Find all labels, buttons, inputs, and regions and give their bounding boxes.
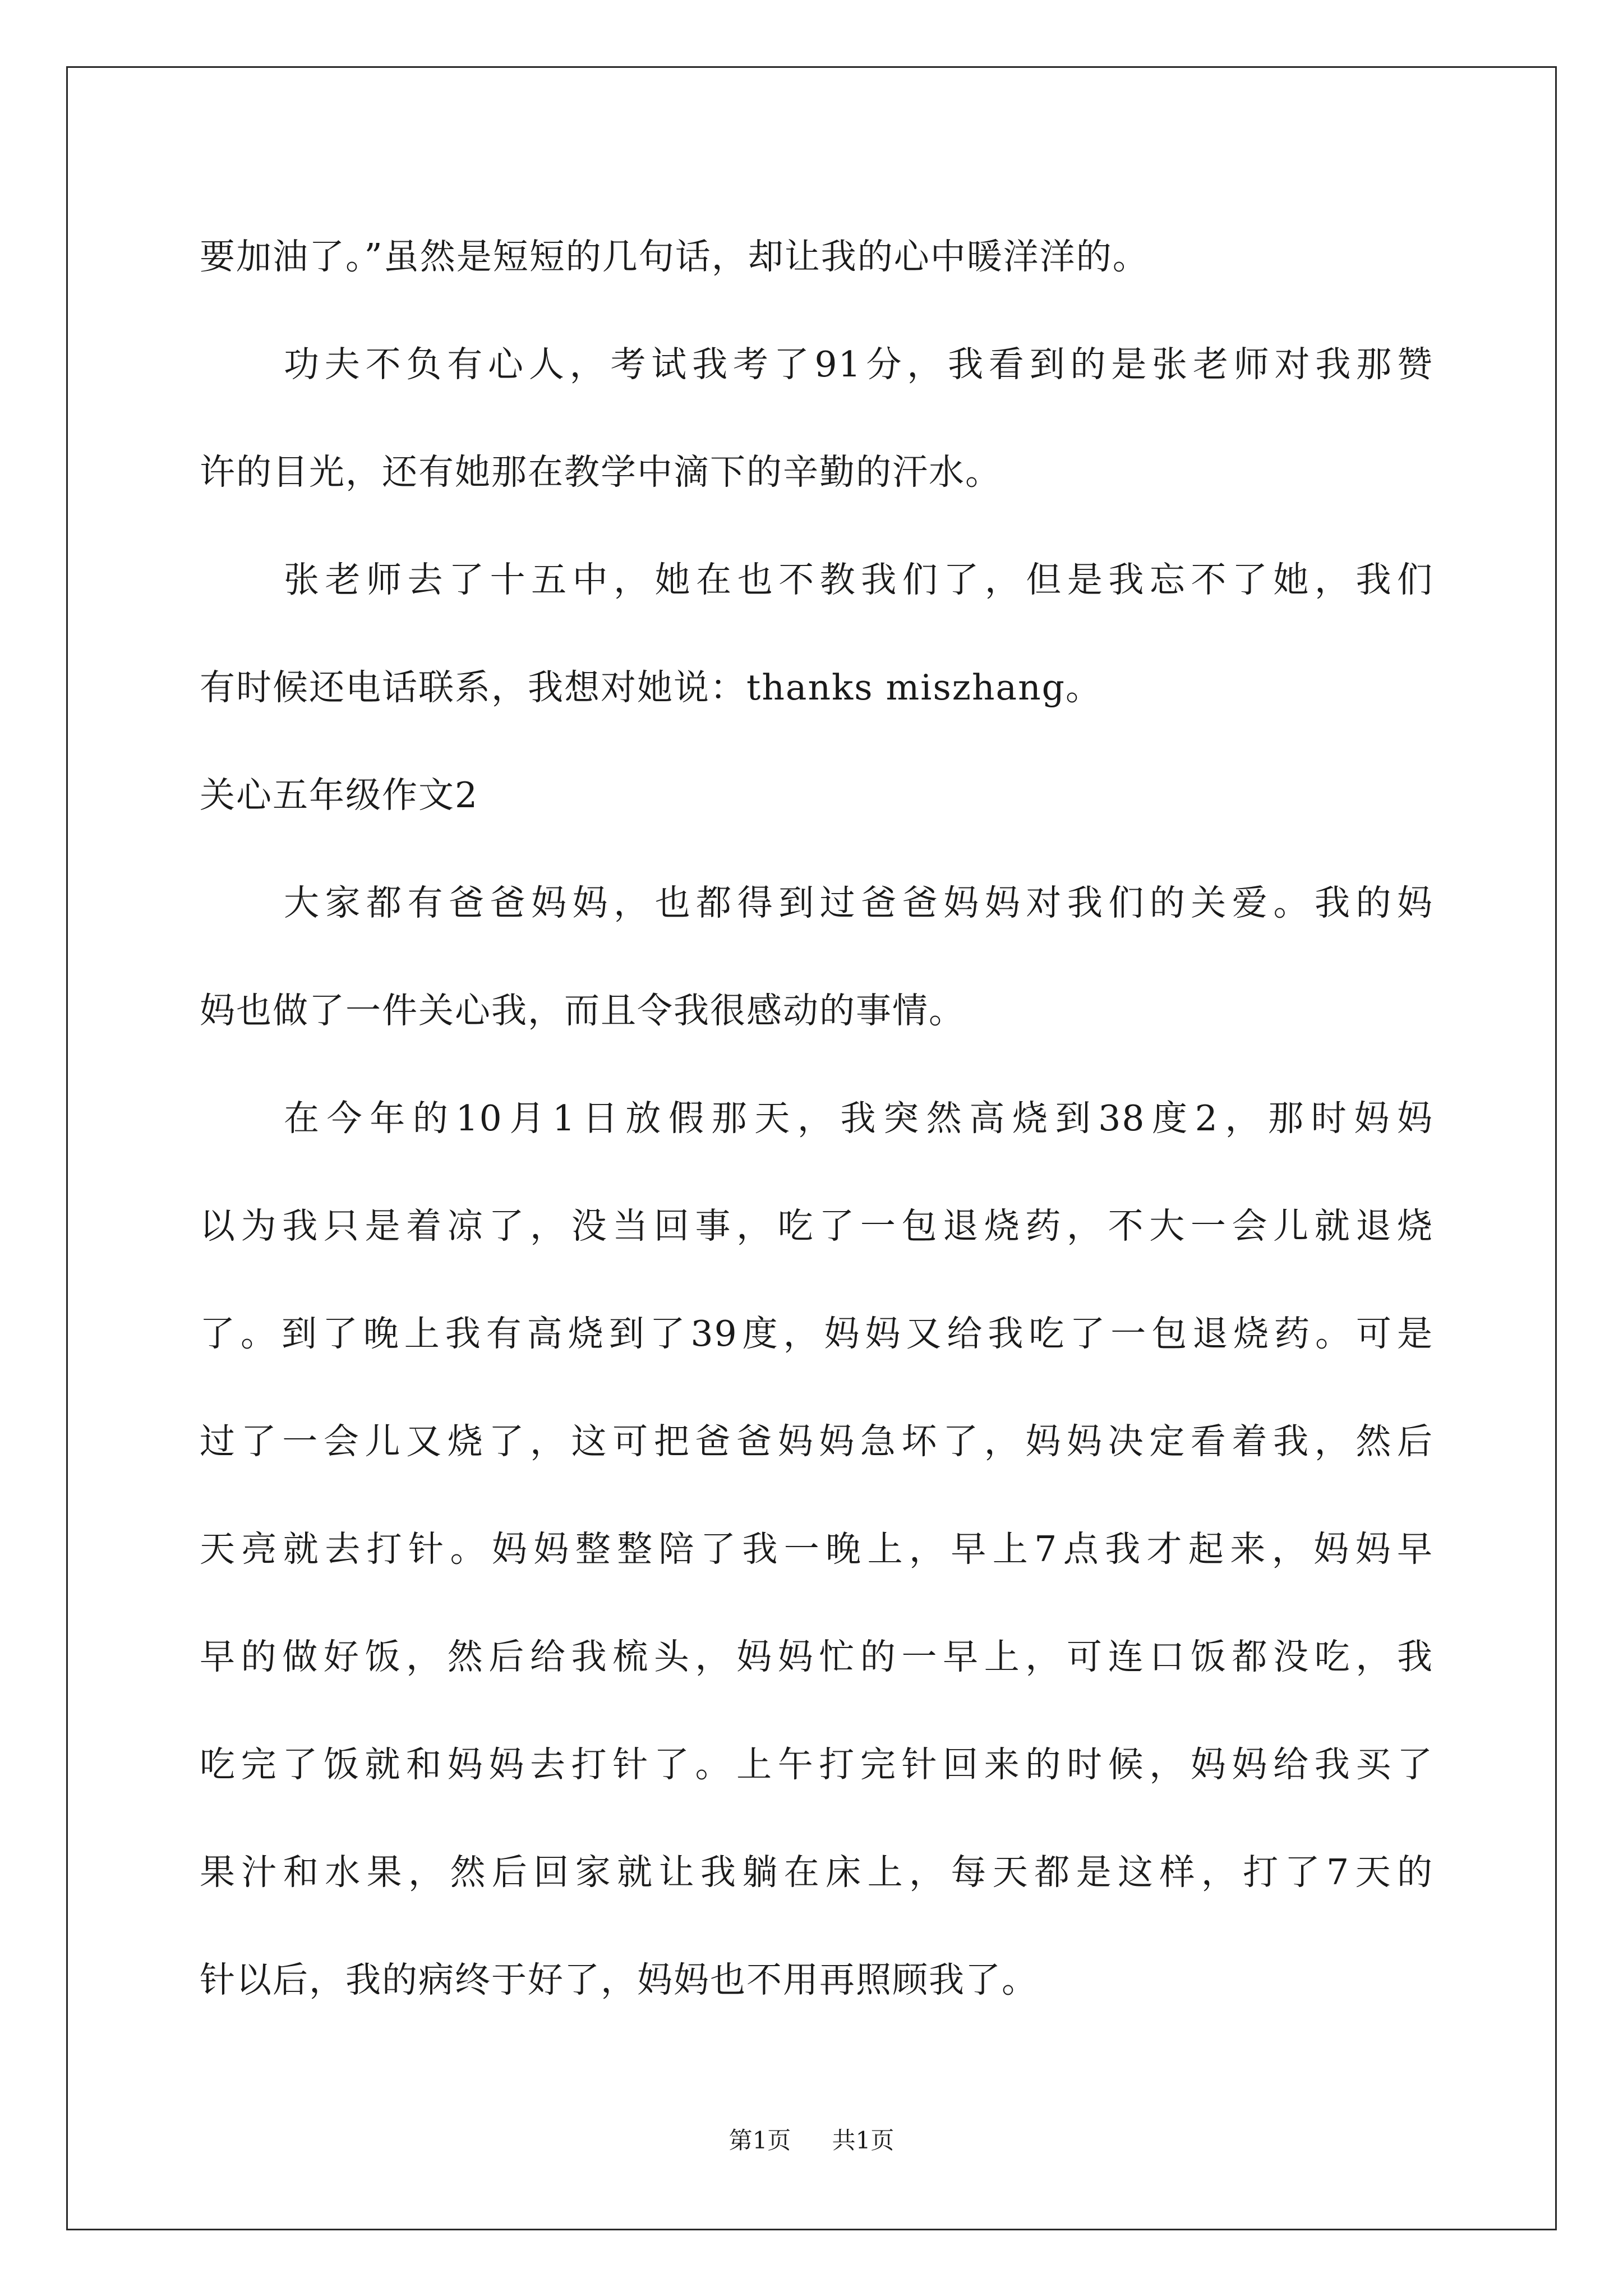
page-footer [0,2124,1623,2157]
text-line: 针以后，我的病终于好了，妈妈也不用再照顾我了。 [200,1959,1038,2000]
text-line: 过了一会儿又烧了，这可把爸爸妈妈急坏了，妈妈决定看着我，然后 [200,1421,1433,1462]
text-line: 功夫不负有心人，考试我考了91分，我看到的是张老师对我那赞 [284,344,1433,385]
text-line: 了。到了晚上我有高烧到了39度，妈妈又给我吃了一包退烧药。可是 [200,1313,1433,1354]
section-heading: 关心五年级作文2 [200,775,479,816]
text-line: 大家都有爸爸妈妈，也都得到过爸爸妈妈对我们的关爱。我的妈 [284,882,1433,923]
text-line: 许的目光，还有她那在教学中滴下的辛勤的汗水。 [200,452,1002,493]
text-line: 天亮就去打针。妈妈整整陪了我一晚上，早上7点我才起来，妈妈早 [200,1529,1433,1570]
text-line: 以为我只是着凉了，没当回事，吃了一包退烧药，不大一会儿就退烧 [200,1205,1433,1246]
text-line: 吃完了饭就和妈妈去打针了。上午打完针回来的时候，妈妈给我买了 [200,1744,1433,1785]
text-line: 妈也做了一件关心我，而且令我很感动的事情。 [200,990,965,1031]
text-line: 要加油了。”虽然是短短的几句话，却让我的心中暖洋洋的。 [200,236,1149,277]
text-line: 张老师去了十五中，她在也不教我们了，但是我忘不了她，我们 [284,559,1433,600]
text-line: 在今年的10月1日放假那天，我突然高烧到38度2，那时妈妈 [284,1098,1433,1139]
page-total: 共1页 [832,2127,895,2154]
document-body [200,203,1433,2034]
page-number: 第1页 [728,2127,791,2154]
text-line: 早的做好饭，然后给我梳头，妈妈忙的一早上，可连口饭都没吃，我 [200,1636,1433,1677]
text-line: 有时候还电话联系，我想对她说：thanks miszhang。 [200,667,1103,708]
text-line: 果汁和水果，然后回家就让我躺在床上，每天都是这样，打了7天的 [200,1852,1433,1893]
